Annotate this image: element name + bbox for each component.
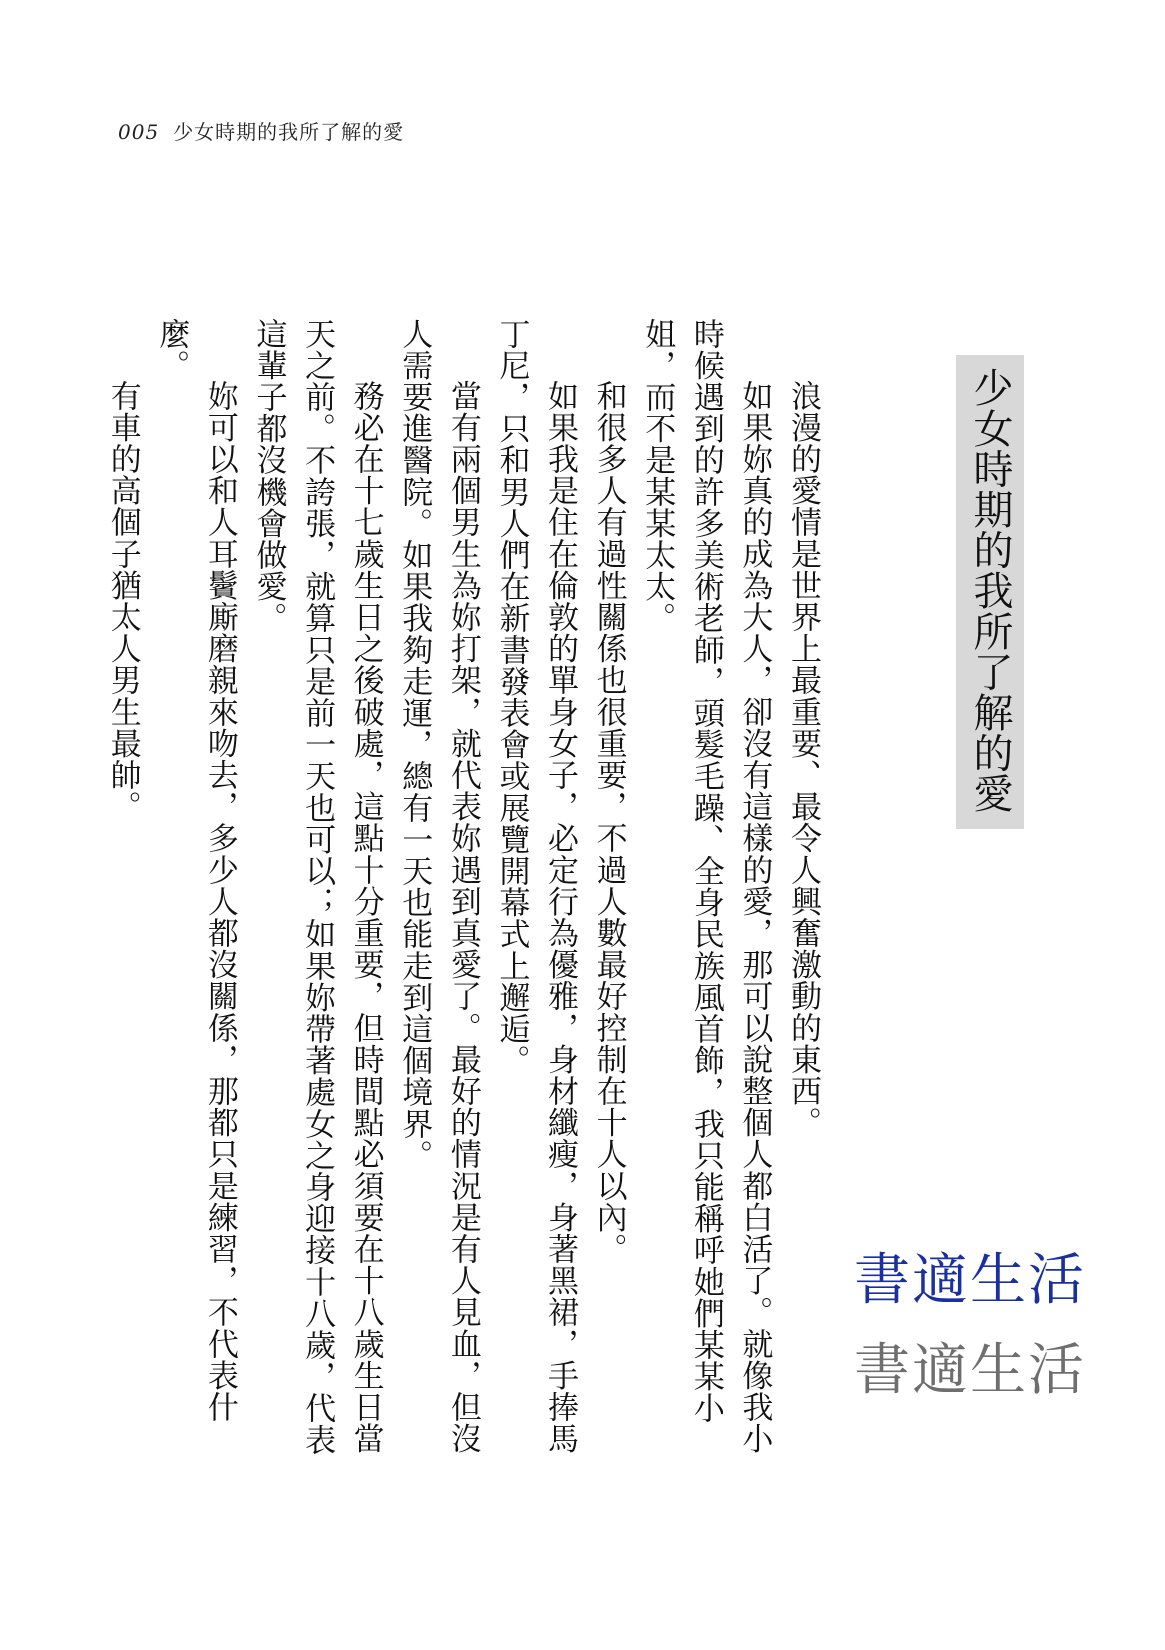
paragraph: 有車的高個子猶太人男生最帥。	[104, 380, 141, 823]
paragraph: 如果妳真的成為大人，卻沒有這樣的愛，那可以說整個人都白活了。就像我小時候遇到的許多美術老師，頭髮毛躁、全身民族風首飾，我只能稱呼她們某某小姐，而不是某某太太。	[639, 318, 773, 1455]
watermark-line-2: 書適生活	[854, 1338, 1086, 1403]
chapter-title: 少女時期的我所了解的愛	[967, 367, 1013, 814]
running-title: 少女時期的我所了解的愛	[173, 120, 405, 144]
paragraph: 務必在十七歲生日之後破處，這點十分重要，但時間點必須要在十八歲生日當天之前。不誇張，就算只是前一天也可以；如果妳帶著處女之身迎接十八歲，代表這輩子都沒機會做愛。	[250, 318, 384, 1456]
chapter-title-box	[956, 355, 1024, 829]
paragraph: 如果我是住在倫敦的單身女子，必定行為優雅，身材纖瘦，身著黑裙，手捧馬丁尼，只和男人們在新書發表會或展覽開幕式上邂逅。	[493, 318, 579, 1455]
paragraph: 和很多人有過性關係也很重要，不過人數最好控制在十人以內。	[590, 380, 627, 1265]
body-text	[104, 318, 827, 1478]
running-header	[118, 116, 404, 145]
paragraph: 妳可以和人耳鬢廝磨親來吻去，多少人都沒關係，那都只是練習，不代表什麼。	[153, 318, 238, 1423]
page-number: 005	[118, 120, 160, 144]
paragraph: 浪漫的愛情是世界上最重要、最令人興奮激動的東西。	[785, 380, 821, 1139]
paragraph: 當有兩個男生為妳打架，就代表妳遇到真愛了。最好的情況是有人見血，但沒人需要進醫院。如果我夠走運，總有一天也能走到這個境界。	[396, 318, 481, 1455]
watermark-line-1: 書適生活	[854, 1248, 1086, 1313]
